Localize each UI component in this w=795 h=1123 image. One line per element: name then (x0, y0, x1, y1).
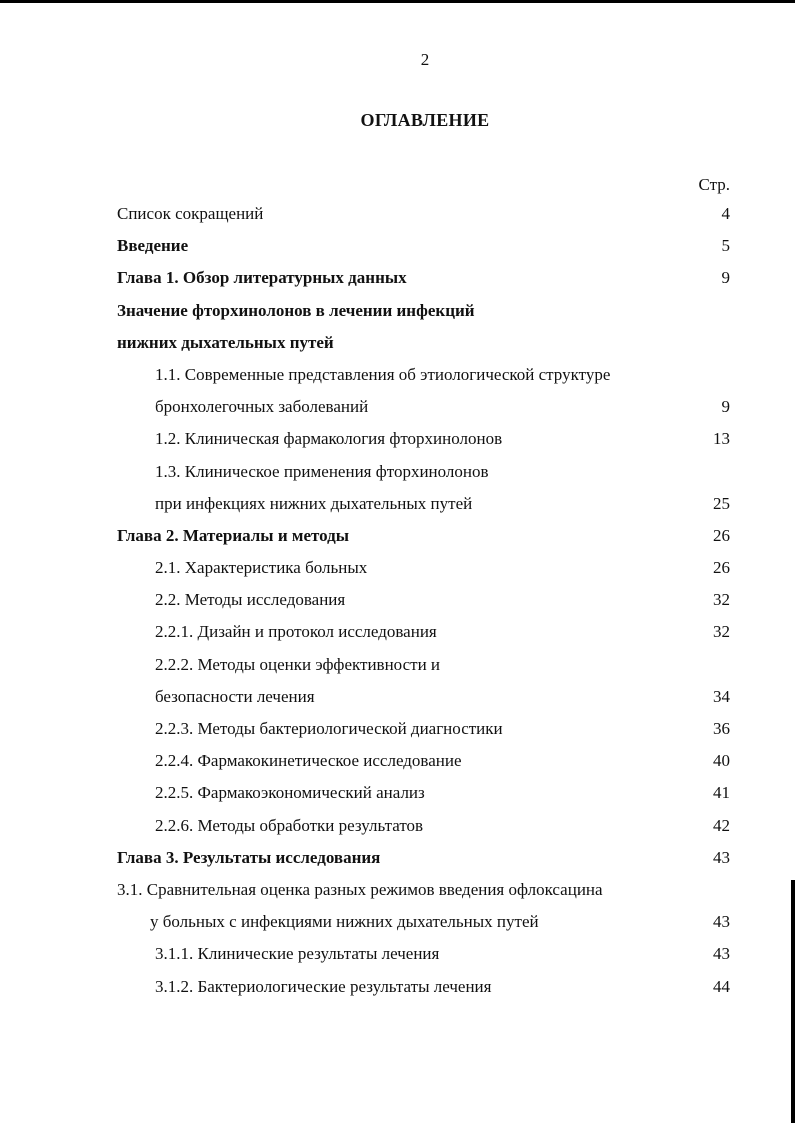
toc-entry-text: 1.3. Клиническое применения фторхинолонов (155, 461, 489, 481)
page-number: 2 (420, 50, 430, 69)
toc-entry (0, 777, 795, 809)
toc-entry-page: 13 (713, 429, 730, 449)
scan-edge-right (791, 880, 795, 1123)
toc-entry (0, 713, 795, 745)
toc-entry-text: 1.1. Современные представления об этиологической структуре (155, 364, 611, 384)
toc-entry (0, 520, 795, 552)
toc-entry (0, 745, 795, 777)
toc-entry (0, 488, 795, 520)
toc-entry-page: 44 (713, 976, 730, 996)
toc-entry-text: 1.2. Клиническая фармакология фторхинолонов (155, 429, 503, 449)
toc-entry-page: 43 (713, 944, 730, 964)
toc-entry (0, 391, 795, 423)
toc-entry (0, 584, 795, 616)
toc-entry-page: 9 (721, 268, 730, 288)
toc-entry-text: 2.2.5. Фармакоэкономический анализ (155, 783, 425, 803)
toc-entry-page: 43 (713, 847, 730, 867)
toc-entry-text: нижних дыхательных путей (117, 332, 334, 352)
toc-entry-page: 26 (713, 525, 730, 545)
toc-entry-text: у больных с инфекциями нижних дыхательных путей (150, 912, 539, 932)
toc-list (0, 198, 795, 1003)
toc-entry (0, 971, 795, 1003)
toc-entry-text: 2.2.6. Методы обработки результатов (155, 815, 424, 835)
toc-entry-page: 5 (721, 236, 730, 256)
toc-entry-page: 36 (713, 719, 730, 738)
toc-entry (0, 295, 795, 327)
toc-entry (0, 552, 795, 584)
toc-entry-text: Список сокращений (117, 204, 264, 223)
toc-entry-text: Глава 2. Материалы и методы (117, 525, 350, 545)
toc-entry-page: 9 (721, 397, 730, 417)
toc-entry-text: 2.2. Методы исследования (155, 590, 346, 610)
toc-entry (0, 874, 795, 906)
toc-entry-page: 41 (713, 783, 730, 803)
toc-entry-page: 32 (713, 590, 730, 610)
toc-entry-text: Введение (117, 236, 189, 256)
toc-entry (0, 327, 795, 359)
toc-entry (0, 681, 795, 713)
toc-entry (0, 456, 795, 488)
toc-title: ОГЛАВЛЕНИЕ (360, 110, 490, 130)
toc-entry-text: 3.1.2. Бактериологические результаты лечения (155, 976, 492, 996)
toc-entry (0, 616, 795, 648)
toc-entry (0, 649, 795, 681)
toc-entry-text: 2.2.4. Фармакокинетическое исследование (155, 751, 462, 771)
page-column-header: Стр. (698, 175, 730, 194)
toc-entry-page: 42 (713, 815, 730, 835)
toc-entry-text: Значение фторхинолонов в лечении инфекций (117, 300, 475, 320)
toc-entry-text: бронхолегочных заболеваний (155, 397, 369, 417)
toc-entry-text: Глава 3. Результаты исследования (117, 847, 381, 867)
toc-entry (0, 906, 795, 938)
toc-entry-page: 40 (713, 751, 730, 771)
toc-entry (0, 842, 795, 874)
toc-entry-page: 26 (713, 558, 730, 578)
toc-entry (0, 359, 795, 391)
toc-entry (0, 810, 795, 842)
toc-entry-page: 34 (713, 686, 730, 706)
toc-entry-text: 2.2.3. Методы бактериологической диагностики (155, 719, 503, 738)
toc-entry-page: 43 (713, 912, 730, 932)
toc-entry-page: 32 (713, 622, 730, 642)
toc-entry (0, 198, 795, 230)
toc-entry-page: 25 (713, 493, 730, 513)
toc-entry-text: безопасности лечения (155, 686, 315, 706)
toc-entry (0, 262, 795, 294)
scan-edge-top (0, 0, 795, 3)
toc-entry (0, 230, 795, 262)
toc-entry-text: 3.1.1. Клинические результаты лечения (155, 944, 440, 964)
toc-entry (0, 423, 795, 455)
toc-entry-text: 2.1. Характеристика больных (155, 558, 368, 578)
toc-entry-text: 3.1. Сравнительная оценка разных режимов введения офлоксацина (117, 879, 603, 899)
toc-entry-page: 4 (721, 204, 730, 223)
toc-entry-text: Глава 1. Обзор литературных данных (117, 268, 407, 288)
toc-entry-text: 2.2.2. Методы оценки эффективности и (155, 654, 441, 674)
toc-entry-text: 2.2.1. Дизайн и протокол исследования (155, 622, 437, 642)
toc-entry-text: при инфекциях нижних дыхательных путей (155, 493, 473, 513)
toc-entry (0, 938, 795, 970)
